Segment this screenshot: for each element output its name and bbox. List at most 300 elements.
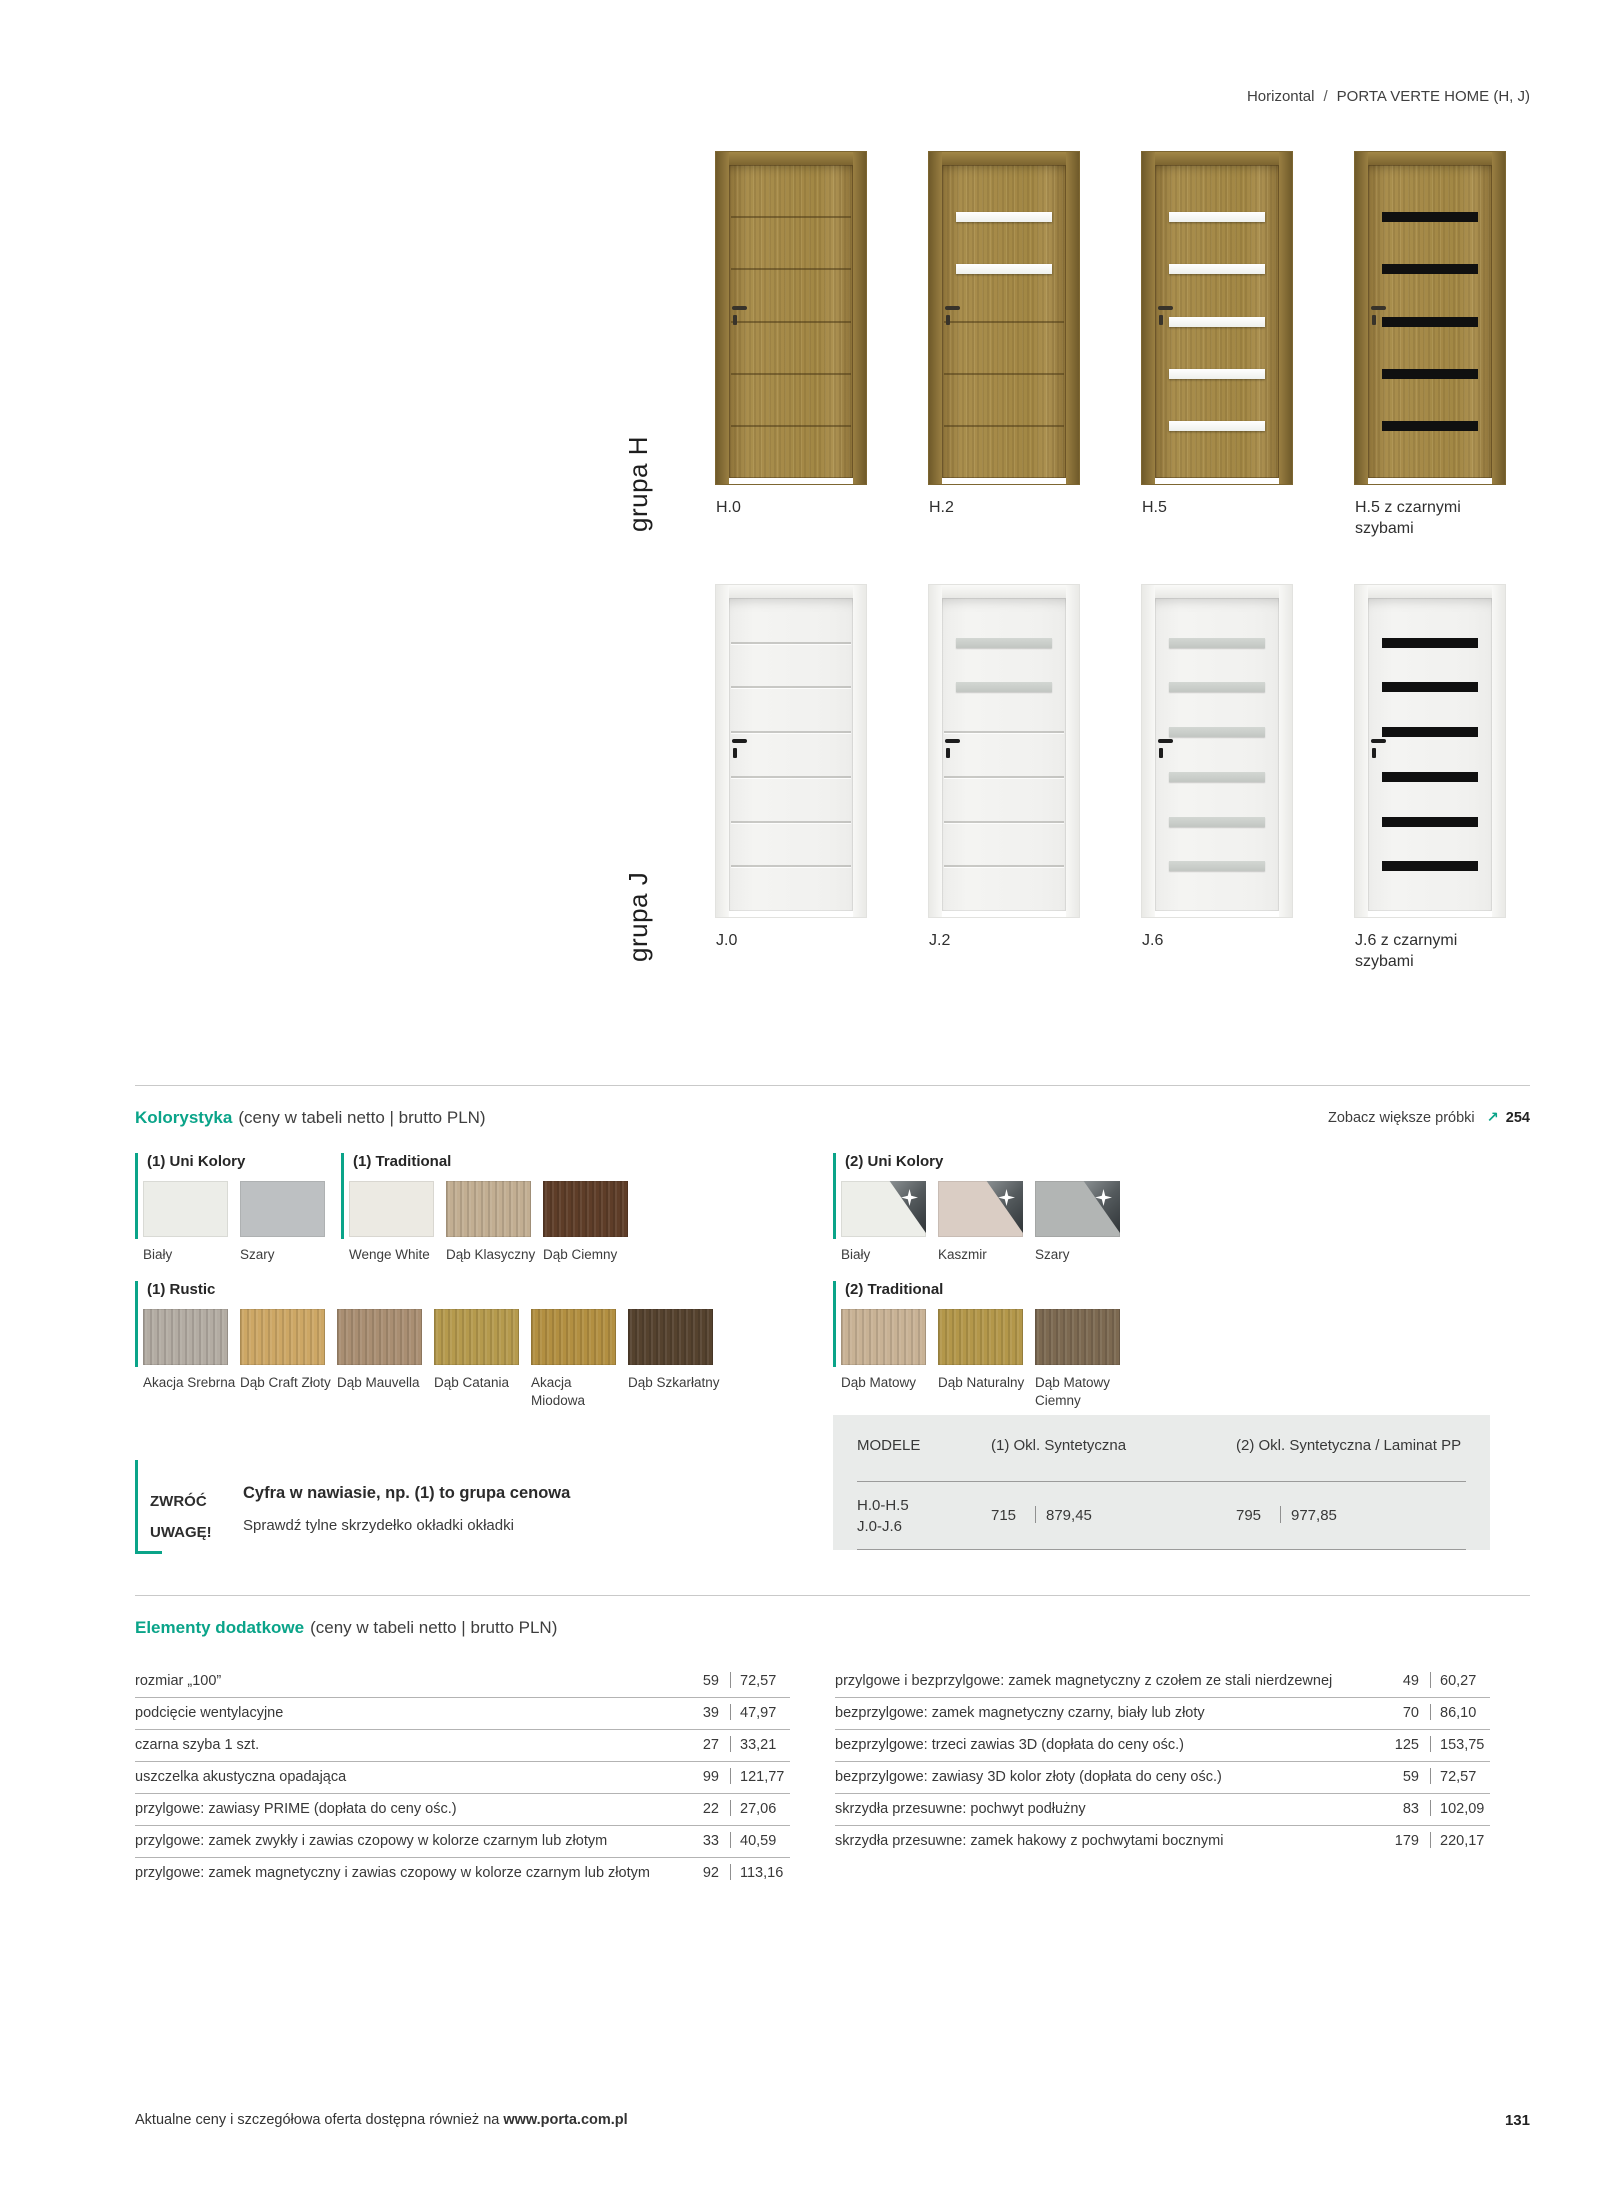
price-brutto: 220,17	[1440, 1833, 1485, 1849]
price-row	[835, 1730, 1490, 1762]
panel-seam	[944, 373, 1064, 375]
swatch-cell-akacja-srebrna	[143, 1309, 236, 1410]
door-label: H.0	[716, 499, 741, 516]
swatch-label: Akacja Miodowa	[531, 1375, 586, 1408]
panel-seam	[944, 865, 1064, 867]
door-frame-right	[1066, 585, 1079, 917]
swatch-label: Dąb Naturalny	[938, 1375, 1025, 1390]
price-netto: 59	[1402, 1769, 1419, 1785]
sparkle-star-icon	[998, 1189, 1015, 1206]
price-separator	[730, 1768, 731, 1784]
glass-strip	[1382, 861, 1478, 871]
swatch-d-b-matowy	[841, 1309, 926, 1365]
panel-seam	[731, 268, 851, 270]
breadcrumb	[1247, 88, 1530, 105]
price-netto: 39	[702, 1705, 719, 1721]
group-accent-bar	[135, 1153, 138, 1239]
door-leaf	[1368, 598, 1492, 911]
price-separator	[1035, 1506, 1036, 1523]
price-2-netto: 795	[1236, 1507, 1262, 1524]
door-frame-left	[1355, 585, 1368, 917]
elements-list-right	[835, 1666, 1490, 1858]
swatch-cell-d-b-craft-z-oty	[240, 1309, 331, 1410]
door-image-j-6-z-czarnymi-szybami	[1355, 585, 1505, 917]
swatch-row-2-left	[135, 1280, 720, 1410]
glass-strip	[1169, 772, 1265, 782]
glass-strip	[1382, 817, 1478, 827]
attention-note-title: Cyfra w nawiasie, np. (1) to grupa cenowa	[243, 1484, 571, 1502]
swatch-label: Dąb Matowy	[841, 1375, 917, 1390]
price-row-prices	[1389, 1672, 1490, 1690]
swatch-cell-d-b-matowy	[841, 1309, 926, 1410]
door-frame-head	[716, 585, 866, 598]
door-frame-head	[1355, 152, 1505, 165]
sparkle-corner	[971, 1181, 1023, 1233]
kolorystyka-title: Kolorystyka	[135, 1108, 233, 1127]
door-image-j-2	[929, 585, 1079, 917]
price-row-prices	[689, 1672, 790, 1690]
price-brutto: 27,06	[740, 1801, 777, 1817]
door-frame-head	[1142, 152, 1292, 165]
swatch-label: Szary	[1035, 1247, 1070, 1262]
price-table-col-models: MODELE	[857, 1437, 921, 1454]
price-brutto: 121,77	[740, 1769, 785, 1785]
panel-seam	[944, 821, 1064, 823]
glass-strip	[956, 682, 1052, 692]
door-frame-left	[1142, 585, 1155, 917]
door-frame-right	[853, 585, 866, 917]
price-row	[135, 1730, 790, 1762]
price-separator	[1430, 1800, 1431, 1816]
door-leaf	[729, 598, 853, 911]
group-label-grupa-j: grupa J	[623, 871, 653, 962]
panel-seam	[731, 731, 851, 733]
swatch-row-2-right	[833, 1280, 1120, 1410]
door-cell-j-6-z-czarnymi-szybami	[1355, 585, 1505, 972]
door-frame-left	[929, 152, 942, 484]
glass-strip	[1169, 317, 1265, 327]
price-row	[835, 1794, 1490, 1826]
door-handle	[732, 306, 747, 310]
price-brutto: 72,57	[740, 1673, 777, 1689]
door-leaf	[1155, 598, 1279, 911]
glass-strip	[956, 264, 1052, 274]
price-1-brutto: 879,45	[1046, 1507, 1092, 1524]
swatch-group-title: (2) Uni Kolory	[845, 1153, 944, 1170]
door-frame-left	[1355, 152, 1368, 484]
group-accent-bar	[833, 1281, 836, 1367]
swatch-d-b-catania	[434, 1309, 519, 1365]
price-row-label: przylgowe: zawiasy PRIME (dopłata do ceny ośc.)	[135, 1801, 457, 1817]
footer-link[interactable]: www.porta.com.pl	[503, 2112, 628, 2128]
door-frame-right	[1279, 585, 1292, 917]
door-cell-h-5	[1142, 152, 1292, 539]
door-cell-j-2	[929, 585, 1079, 972]
price-group-1	[991, 1495, 1236, 1537]
sparkle-corner	[874, 1181, 926, 1233]
price-brutto: 113,16	[740, 1865, 784, 1881]
glass-strip	[1382, 317, 1478, 327]
glass-strip	[1382, 421, 1478, 431]
swatch-bia-y	[841, 1181, 926, 1237]
samples-link[interactable]	[1328, 1110, 1530, 1126]
attention-badge-line1: ZWRÓĆ	[150, 1493, 207, 1510]
door-frame-right	[853, 152, 866, 484]
door-lock-rosette	[946, 315, 950, 325]
kolorystyka-subtitle: (ceny w tabeli netto | brutto PLN)	[238, 1108, 486, 1127]
swatch-row-1-left	[135, 1152, 628, 1264]
footer-text: Aktualne ceny i szczegółowa oferta dostępna również na	[135, 2112, 504, 2128]
door-frame-right	[1279, 152, 1292, 484]
price-row-label: czarna szyba 1 szt.	[135, 1737, 260, 1753]
door-lock-rosette	[1159, 315, 1163, 325]
breadcrumb-title: PORTA VERTE HOME (H, J)	[1336, 88, 1530, 105]
door-cell-h-5-z-czarnymi-szybami	[1355, 152, 1505, 539]
price-separator	[1430, 1704, 1431, 1720]
price-row	[135, 1698, 790, 1730]
door-frame-left	[716, 585, 729, 917]
door-image-j-0	[716, 585, 866, 917]
price-row	[135, 1858, 790, 1890]
door-handle	[1158, 306, 1173, 310]
door-row-grupa-h	[716, 152, 1505, 539]
swatch-cell-bia-y	[841, 1181, 926, 1264]
price-row-label: podcięcie wentylacyjne	[135, 1705, 284, 1721]
price-separator	[730, 1864, 731, 1880]
price-row	[835, 1762, 1490, 1794]
swatch-group-title: (1) Uni Kolory	[147, 1153, 246, 1170]
price-row	[135, 1666, 790, 1698]
swatch-label: Dąb Catania	[434, 1375, 510, 1390]
price-brutto: 33,21	[740, 1737, 777, 1753]
door-image-h-5-z-czarnymi-szybami	[1355, 152, 1505, 484]
glass-strip	[1382, 638, 1478, 648]
swatch-akacja-miodowa	[531, 1309, 616, 1365]
swatch-label: Wenge White	[349, 1247, 430, 1262]
door-label: H.2	[929, 499, 954, 516]
door-lock-rosette	[733, 748, 737, 758]
door-label: H.5	[1142, 499, 1167, 516]
door-cell-h-0	[716, 152, 866, 539]
price-row	[835, 1826, 1490, 1858]
attention-badge-line2: UWAGĘ!	[150, 1524, 212, 1541]
price-row-label: przylgowe: zamek zwykły i zawias czopowy w kolorze czarnym lub złotym	[135, 1833, 608, 1849]
door-label: J.2	[929, 932, 951, 949]
glass-strip	[1169, 638, 1265, 648]
door-lock-rosette	[1159, 748, 1163, 758]
door-cell-j-6	[1142, 585, 1292, 972]
price-table-col-1: (1) Okl. Syntetyczna	[991, 1437, 1127, 1454]
swatch-wenge-white	[349, 1181, 434, 1237]
door-lock-rosette	[1372, 748, 1376, 758]
glass-strip	[1169, 264, 1265, 274]
attention-note-text: Sprawdź tylne skrzydełko okładki okładki	[243, 1517, 514, 1534]
price-brutto: 153,75	[1440, 1737, 1485, 1753]
swatch-cell-d-b-catania	[434, 1309, 519, 1410]
group-accent-bar	[833, 1153, 836, 1239]
price-brutto: 60,27	[1440, 1673, 1477, 1689]
swatch-d-b-craft-z-oty	[240, 1309, 325, 1365]
price-brutto: 40,59	[740, 1833, 777, 1849]
price-table	[833, 1415, 1490, 1550]
swatch-d-b-klasyczny	[446, 1181, 531, 1237]
glass-strip	[1169, 369, 1265, 379]
page-number: 131	[1504, 2112, 1530, 2129]
price-brutto: 86,10	[1440, 1705, 1477, 1721]
price-table-models	[857, 1495, 991, 1537]
price-row-label: bezprzylgowe: zamek magnetyczny czarny, biały lub złoty	[835, 1705, 1205, 1721]
door-handle	[1158, 739, 1173, 743]
arrow-up-right-icon: ↗	[1486, 1110, 1499, 1126]
door-frame-head	[929, 152, 1079, 165]
price-brutto: 72,57	[1440, 1769, 1477, 1785]
section-divider	[135, 1595, 1530, 1596]
elements-list-left	[135, 1666, 790, 1890]
door-frame-left	[1142, 152, 1155, 484]
price-netto: 92	[702, 1865, 719, 1881]
price-row-prices	[1389, 1768, 1490, 1786]
elements-title: Elementy dodatkowe	[135, 1618, 305, 1637]
door-frame-head	[716, 152, 866, 165]
door-image-h-2	[929, 152, 1079, 484]
door-label: J.0	[716, 932, 738, 949]
glass-strip	[1169, 212, 1265, 222]
swatch-d-b-ciemny	[543, 1181, 628, 1237]
swatch-label: Dąb Matowy Ciemny	[1035, 1375, 1111, 1408]
swatch-label: Biały	[143, 1247, 173, 1262]
elements-subtitle: (ceny w tabeli netto | brutto PLN)	[310, 1618, 558, 1637]
panel-seam	[731, 373, 851, 375]
swatch-group-1-rustic	[135, 1280, 720, 1410]
glass-strip	[1169, 727, 1265, 737]
breadcrumb-section: Horizontal	[1246, 88, 1315, 105]
door-leaf	[1368, 165, 1492, 478]
price-netto: 33	[702, 1833, 719, 1849]
sparkle-star-icon	[1095, 1189, 1112, 1206]
swatch-szary	[240, 1181, 325, 1237]
price-row-prices	[689, 1768, 790, 1786]
door-label: H.5 z czarnymi szybami	[1355, 499, 1461, 537]
price-row-label: skrzydła przesuwne: zamek hakowy z pochwytami bocznymi	[835, 1833, 1224, 1849]
samples-page-number[interactable]: 254	[1505, 1110, 1530, 1126]
panel-seam	[731, 425, 851, 427]
price-brutto: 47,97	[740, 1705, 777, 1721]
swatch-group-1-uni-kolory	[135, 1152, 325, 1264]
swatch-group-2-uni-kolory	[833, 1152, 1120, 1264]
price-netto: 70	[1402, 1705, 1419, 1721]
door-row-grupa-j	[716, 585, 1505, 972]
door-image-h-0	[716, 152, 866, 484]
door-image-h-5	[1142, 152, 1292, 484]
swatch-label: Dąb Klasyczny	[446, 1247, 536, 1262]
swatch-label: Dąb Craft Złoty	[240, 1375, 331, 1390]
swatch-kaszmir	[938, 1181, 1023, 1237]
swatch-label: Dąb Szkarłatny	[628, 1375, 720, 1390]
price-row	[835, 1698, 1490, 1730]
price-netto: 83	[1402, 1801, 1419, 1817]
swatch-d-b-szkar-atny	[628, 1309, 713, 1365]
swatch-akacja-srebrna	[143, 1309, 228, 1365]
price-netto: 125	[1394, 1737, 1419, 1753]
price-row-prices	[1389, 1704, 1490, 1722]
price-row	[135, 1826, 790, 1858]
swatch-d-b-mauvella	[337, 1309, 422, 1365]
price-table-header	[857, 1435, 1466, 1481]
price-row-label: skrzydła przesuwne: pochwyt podłużny	[835, 1801, 1086, 1817]
door-handle	[1371, 306, 1386, 310]
swatch-cell-akacja-miodowa	[531, 1309, 616, 1410]
door-frame-left	[929, 585, 942, 917]
swatch-row-1-right	[833, 1152, 1120, 1264]
glass-strip	[1169, 421, 1265, 431]
glass-strip	[956, 638, 1052, 648]
door-frame-left	[716, 152, 729, 484]
panel-seam	[944, 731, 1064, 733]
price-row-prices	[1389, 1832, 1490, 1850]
price-separator	[730, 1672, 731, 1688]
attention-note	[135, 1460, 795, 1554]
door-frame-head	[1142, 585, 1292, 598]
price-netto: 59	[702, 1673, 719, 1689]
price-row-prices	[1389, 1800, 1490, 1818]
model-range-j: J.0-J.6	[857, 1518, 903, 1535]
glass-strip	[1382, 212, 1478, 222]
price-table-col-2: (2) Okl. Syntetyczna / Laminat PP	[1236, 1437, 1462, 1454]
swatch-d-b-naturalny	[938, 1309, 1023, 1365]
price-netto: 22	[702, 1801, 719, 1817]
price-row-prices	[689, 1800, 790, 1818]
glass-strip	[1169, 861, 1265, 871]
swatch-cell-d-b-matowy-ciemny	[1035, 1309, 1120, 1410]
swatch-label: Szary	[240, 1247, 275, 1262]
price-netto: 49	[1402, 1673, 1419, 1689]
price-separator	[730, 1800, 731, 1816]
glass-strip	[1382, 369, 1478, 379]
glass-strip	[1169, 682, 1265, 692]
price-row	[135, 1794, 790, 1826]
price-row-label: przylgowe: zamek magnetyczny i zawias czopowy w kolorze czarnym lub złotym	[135, 1865, 650, 1881]
swatch-cell-d-b-szkar-atny	[628, 1309, 720, 1410]
glass-strip	[1382, 682, 1478, 692]
price-row-prices	[689, 1832, 790, 1850]
price-table-rule	[857, 1549, 1466, 1550]
price-row	[135, 1762, 790, 1794]
price-brutto: 102,09	[1440, 1801, 1485, 1817]
door-frame-right	[1066, 152, 1079, 484]
panel-seam	[731, 821, 851, 823]
price-separator	[730, 1736, 731, 1752]
panel-seam	[944, 425, 1064, 427]
price-row-label: uszczelka akustyczna opadająca	[135, 1769, 347, 1785]
swatch-bia-y	[143, 1181, 228, 1237]
glass-strip	[1382, 264, 1478, 274]
glass-strip	[1169, 817, 1265, 827]
panel-seam	[944, 321, 1064, 323]
door-handle	[945, 306, 960, 310]
swatch-d-b-matowy-ciemny	[1035, 1309, 1120, 1365]
swatch-cell-d-b-klasyczny	[446, 1181, 536, 1264]
door-frame-right	[1492, 585, 1505, 917]
swatch-label: Dąb Mauvella	[337, 1375, 420, 1390]
swatch-cell-kaszmir	[938, 1181, 1023, 1264]
price-row	[835, 1666, 1490, 1698]
swatch-szary	[1035, 1181, 1120, 1237]
swatch-group-2-traditional	[833, 1280, 1120, 1410]
door-frame-right	[1492, 152, 1505, 484]
price-netto: 27	[702, 1737, 719, 1753]
price-separator	[1430, 1736, 1431, 1752]
samples-link-label[interactable]: Zobacz większe próbki	[1327, 1110, 1475, 1126]
price-row-label: rozmiar „100”	[135, 1673, 222, 1689]
door-frame-head	[1355, 585, 1505, 598]
attention-badge	[150, 1486, 212, 1548]
door-frame-head	[929, 585, 1079, 598]
panel-seam	[944, 776, 1064, 778]
panel-seam	[731, 686, 851, 688]
model-range-h: H.0-H.5	[857, 1497, 909, 1514]
panel-seam	[731, 776, 851, 778]
glass-strip	[956, 212, 1052, 222]
swatch-cell-szary	[240, 1181, 325, 1264]
price-table-row	[857, 1482, 1466, 1549]
swatch-group-1-traditional	[341, 1152, 628, 1264]
group-accent-bar	[341, 1153, 344, 1239]
sparkle-star-icon	[901, 1189, 918, 1206]
price-row-label: przylgowe i bezprzylgowe: zamek magnetyczny z czołem ze stali nierdzewnej	[835, 1673, 1333, 1689]
door-leaf	[942, 598, 1066, 911]
price-separator	[1280, 1506, 1281, 1523]
door-label: J.6	[1142, 932, 1164, 949]
glass-strip	[1382, 727, 1478, 737]
door-handle	[1371, 739, 1386, 743]
panel-seam	[731, 321, 851, 323]
price-row-prices	[1389, 1736, 1490, 1754]
door-cell-j-0	[716, 585, 866, 972]
section-divider	[135, 1085, 1530, 1086]
door-handle	[945, 739, 960, 743]
price-separator	[1430, 1672, 1431, 1688]
price-netto: 179	[1394, 1833, 1419, 1849]
swatch-cell-d-b-naturalny	[938, 1309, 1023, 1410]
price-row-label: bezprzylgowe: trzeci zawias 3D (dopłata do ceny ośc.)	[835, 1737, 1184, 1753]
swatch-group-title: (1) Rustic	[147, 1281, 216, 1298]
glass-strip	[1382, 772, 1478, 782]
swatch-group-title: (2) Traditional	[845, 1281, 944, 1298]
door-handle	[732, 739, 747, 743]
door-label: J.6 z czarnymi szybami	[1355, 932, 1458, 970]
door-leaf	[1155, 165, 1279, 478]
footer-note	[135, 2112, 628, 2128]
sparkle-corner	[1068, 1181, 1120, 1233]
price-separator	[730, 1832, 731, 1848]
swatch-group-title: (1) Traditional	[353, 1153, 452, 1170]
price-2-brutto: 977,85	[1291, 1507, 1337, 1524]
price-separator	[1430, 1768, 1431, 1784]
swatch-label: Biały	[841, 1247, 871, 1262]
door-lock-rosette	[733, 315, 737, 325]
price-separator	[1430, 1832, 1431, 1848]
price-row-label: bezprzylgowe: zawiasy 3D kolor złoty (dopłata do ceny ośc.)	[835, 1769, 1222, 1785]
swatch-label: Akacja Srebrna	[143, 1375, 236, 1390]
swatch-cell-wenge-white	[349, 1181, 434, 1264]
price-row-prices	[689, 1864, 790, 1882]
breadcrumb-separator: /	[1323, 88, 1328, 105]
group-label-grupa-h: grupa H	[623, 436, 653, 532]
door-lock-rosette	[1372, 315, 1376, 325]
swatch-cell-d-b-ciemny	[543, 1181, 628, 1264]
door-lock-rosette	[946, 748, 950, 758]
price-separator	[730, 1704, 731, 1720]
